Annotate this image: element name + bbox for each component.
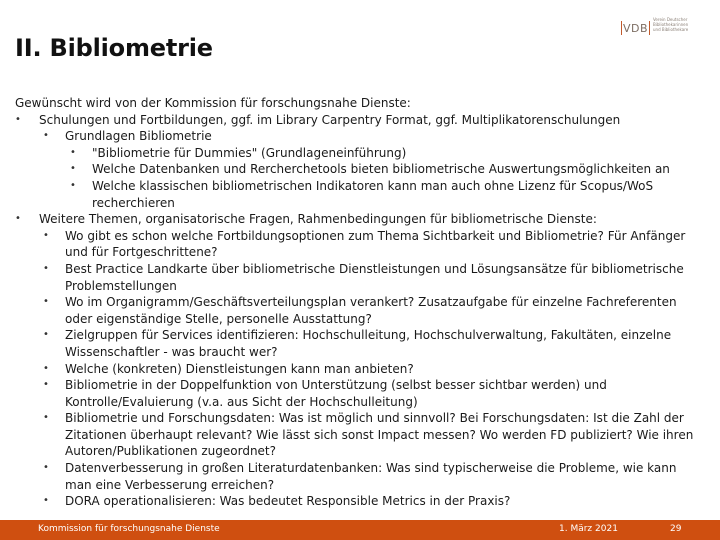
- bullet-icon: •: [15, 213, 21, 225]
- bullet-text: Wo im Organigramm/Geschäftsverteilungsplan verankert? Zusatzaufgabe für einzelne Fachreferenten oder eigenständige Stelle, personelle Ausstattung?: [65, 295, 677, 326]
- intro-text: Gewünscht wird von der Kommission für forschungsnahe Dienste:: [15, 96, 411, 110]
- list-item: [65, 178, 705, 211]
- footer-commission: Kommission für forschungsnahe Dienste: [38, 524, 220, 534]
- bullet-icon: •: [43, 262, 49, 274]
- slide-title: II. Bibliometrie: [15, 34, 213, 62]
- bullet-icon: •: [43, 462, 49, 474]
- bullet-text: Weitere Themen, organisatorische Fragen, Rahmenbedingungen für bibliometrische Dienste:: [39, 212, 597, 227]
- bullet-text: Best Practice Landkarte über bibliometrische Dienstleistungen und Lösungsansätze für bibliometrische Problemstellungen: [65, 261, 684, 293]
- bullet-icon: •: [43, 296, 49, 308]
- bullet-text: Wo gibt es schon welche Fortbildungsoptionen zum Thema Sichtbarkeit und Bibliometrie? Für Anfänger und für Fortgeschrittene?: [65, 228, 686, 260]
- bullet-text: Datenverbesserung in großen Literaturdatenbanken: Was sind typischerweise die Probleme, wie kann man eine Verbesserung erreichen?: [65, 461, 677, 492]
- bullet-icon: •: [43, 412, 49, 424]
- list-item: [15, 211, 705, 510]
- list-item: [39, 327, 705, 360]
- bullet-icon: •: [15, 113, 21, 125]
- bullet-list: [15, 112, 705, 510]
- list-item: [15, 112, 705, 212]
- bullet-text: Bibliometrie in der Doppelfunktion von Unterstützung (selbst besser sichtbar werden) und Kontrolle/Evaluierung (v.a. aus Sicht der Hochschulleitung): [65, 378, 607, 409]
- list-item: [65, 145, 705, 162]
- bullet-text: Grundlagen Bibliometrie: [65, 129, 212, 144]
- bullet-icon: •: [43, 130, 49, 142]
- bullet-icon: •: [70, 163, 76, 175]
- bullet-icon: •: [70, 146, 76, 158]
- vdb-logo: [620, 16, 710, 40]
- footer-date: 1. März 2021: [559, 524, 618, 534]
- sub-list: [39, 128, 705, 211]
- list-item: [39, 261, 705, 294]
- logo-line: Bibliothekarinnen: [653, 22, 689, 27]
- logo-line: und Bibliothekare: [653, 27, 689, 32]
- bullet-text: Bibliometrie und Forschungsdaten: Was ist möglich und sinnvoll? Bei Forschungsdaten: Ist die Zahl der Zitationen überhaupt relevant? Wie lässt sich sonst Impact messen? Wo werden FD publiziert? Wie ihren Autoren/Publikationen zugeordnet?: [65, 411, 694, 459]
- bullet-text: "Bibliometrie für Dummies" (Grundlageneinführung): [92, 145, 407, 160]
- list-item: [65, 161, 705, 178]
- page-number: 29: [670, 524, 682, 534]
- logo-mark: [620, 16, 651, 40]
- bullet-icon: •: [43, 229, 49, 241]
- bullet-text: Zielgruppen für Services identifizieren: Hochschulleitung, Hochschulverwaltung, Fakultäten, einzelne Wissenschaftler - was braucht wer?: [65, 328, 672, 359]
- bullet-icon: •: [70, 179, 76, 191]
- list-item: [39, 361, 705, 378]
- slide-content: [15, 95, 705, 510]
- list-item: [39, 228, 705, 261]
- bullet-icon: •: [43, 362, 49, 374]
- list-item: [39, 493, 705, 510]
- bullet-text: Welche Datenbanken und Rercherchetools bieten bibliometrische Auswertungsmöglichkeiten an: [92, 162, 670, 177]
- list-item: [39, 377, 705, 410]
- bullet-text: DORA operationalisieren: Was bedeutet Responsible Metrics in der Praxis?: [65, 494, 511, 509]
- sub-list: [39, 228, 705, 510]
- sub-sub-list: [65, 145, 705, 211]
- bullet-text: Welche (konkreten) Dienstleistungen kann man anbieten?: [65, 361, 414, 376]
- bullet-icon: •: [43, 329, 49, 341]
- list-item: [39, 410, 705, 460]
- logo-text: [653, 17, 711, 32]
- logo-line: Verein Deutscher: [653, 17, 688, 22]
- bullet-icon: •: [43, 495, 49, 507]
- bullet-text: Schulungen und Fortbildungen, ggf. im Library Carpentry Format, ggf. Multiplikatorenschulungen: [39, 112, 621, 127]
- list-item: [39, 128, 705, 211]
- bullet-text: Welche klassischen bibliometrischen Indikatoren kann man auch ohne Lizenz für Scopus/WoS recherchieren: [92, 178, 654, 210]
- logo-letters: VDB: [623, 21, 649, 35]
- list-item: [39, 294, 705, 327]
- list-item: [39, 460, 705, 493]
- bullet-icon: •: [43, 379, 49, 391]
- slide-footer: [0, 520, 720, 540]
